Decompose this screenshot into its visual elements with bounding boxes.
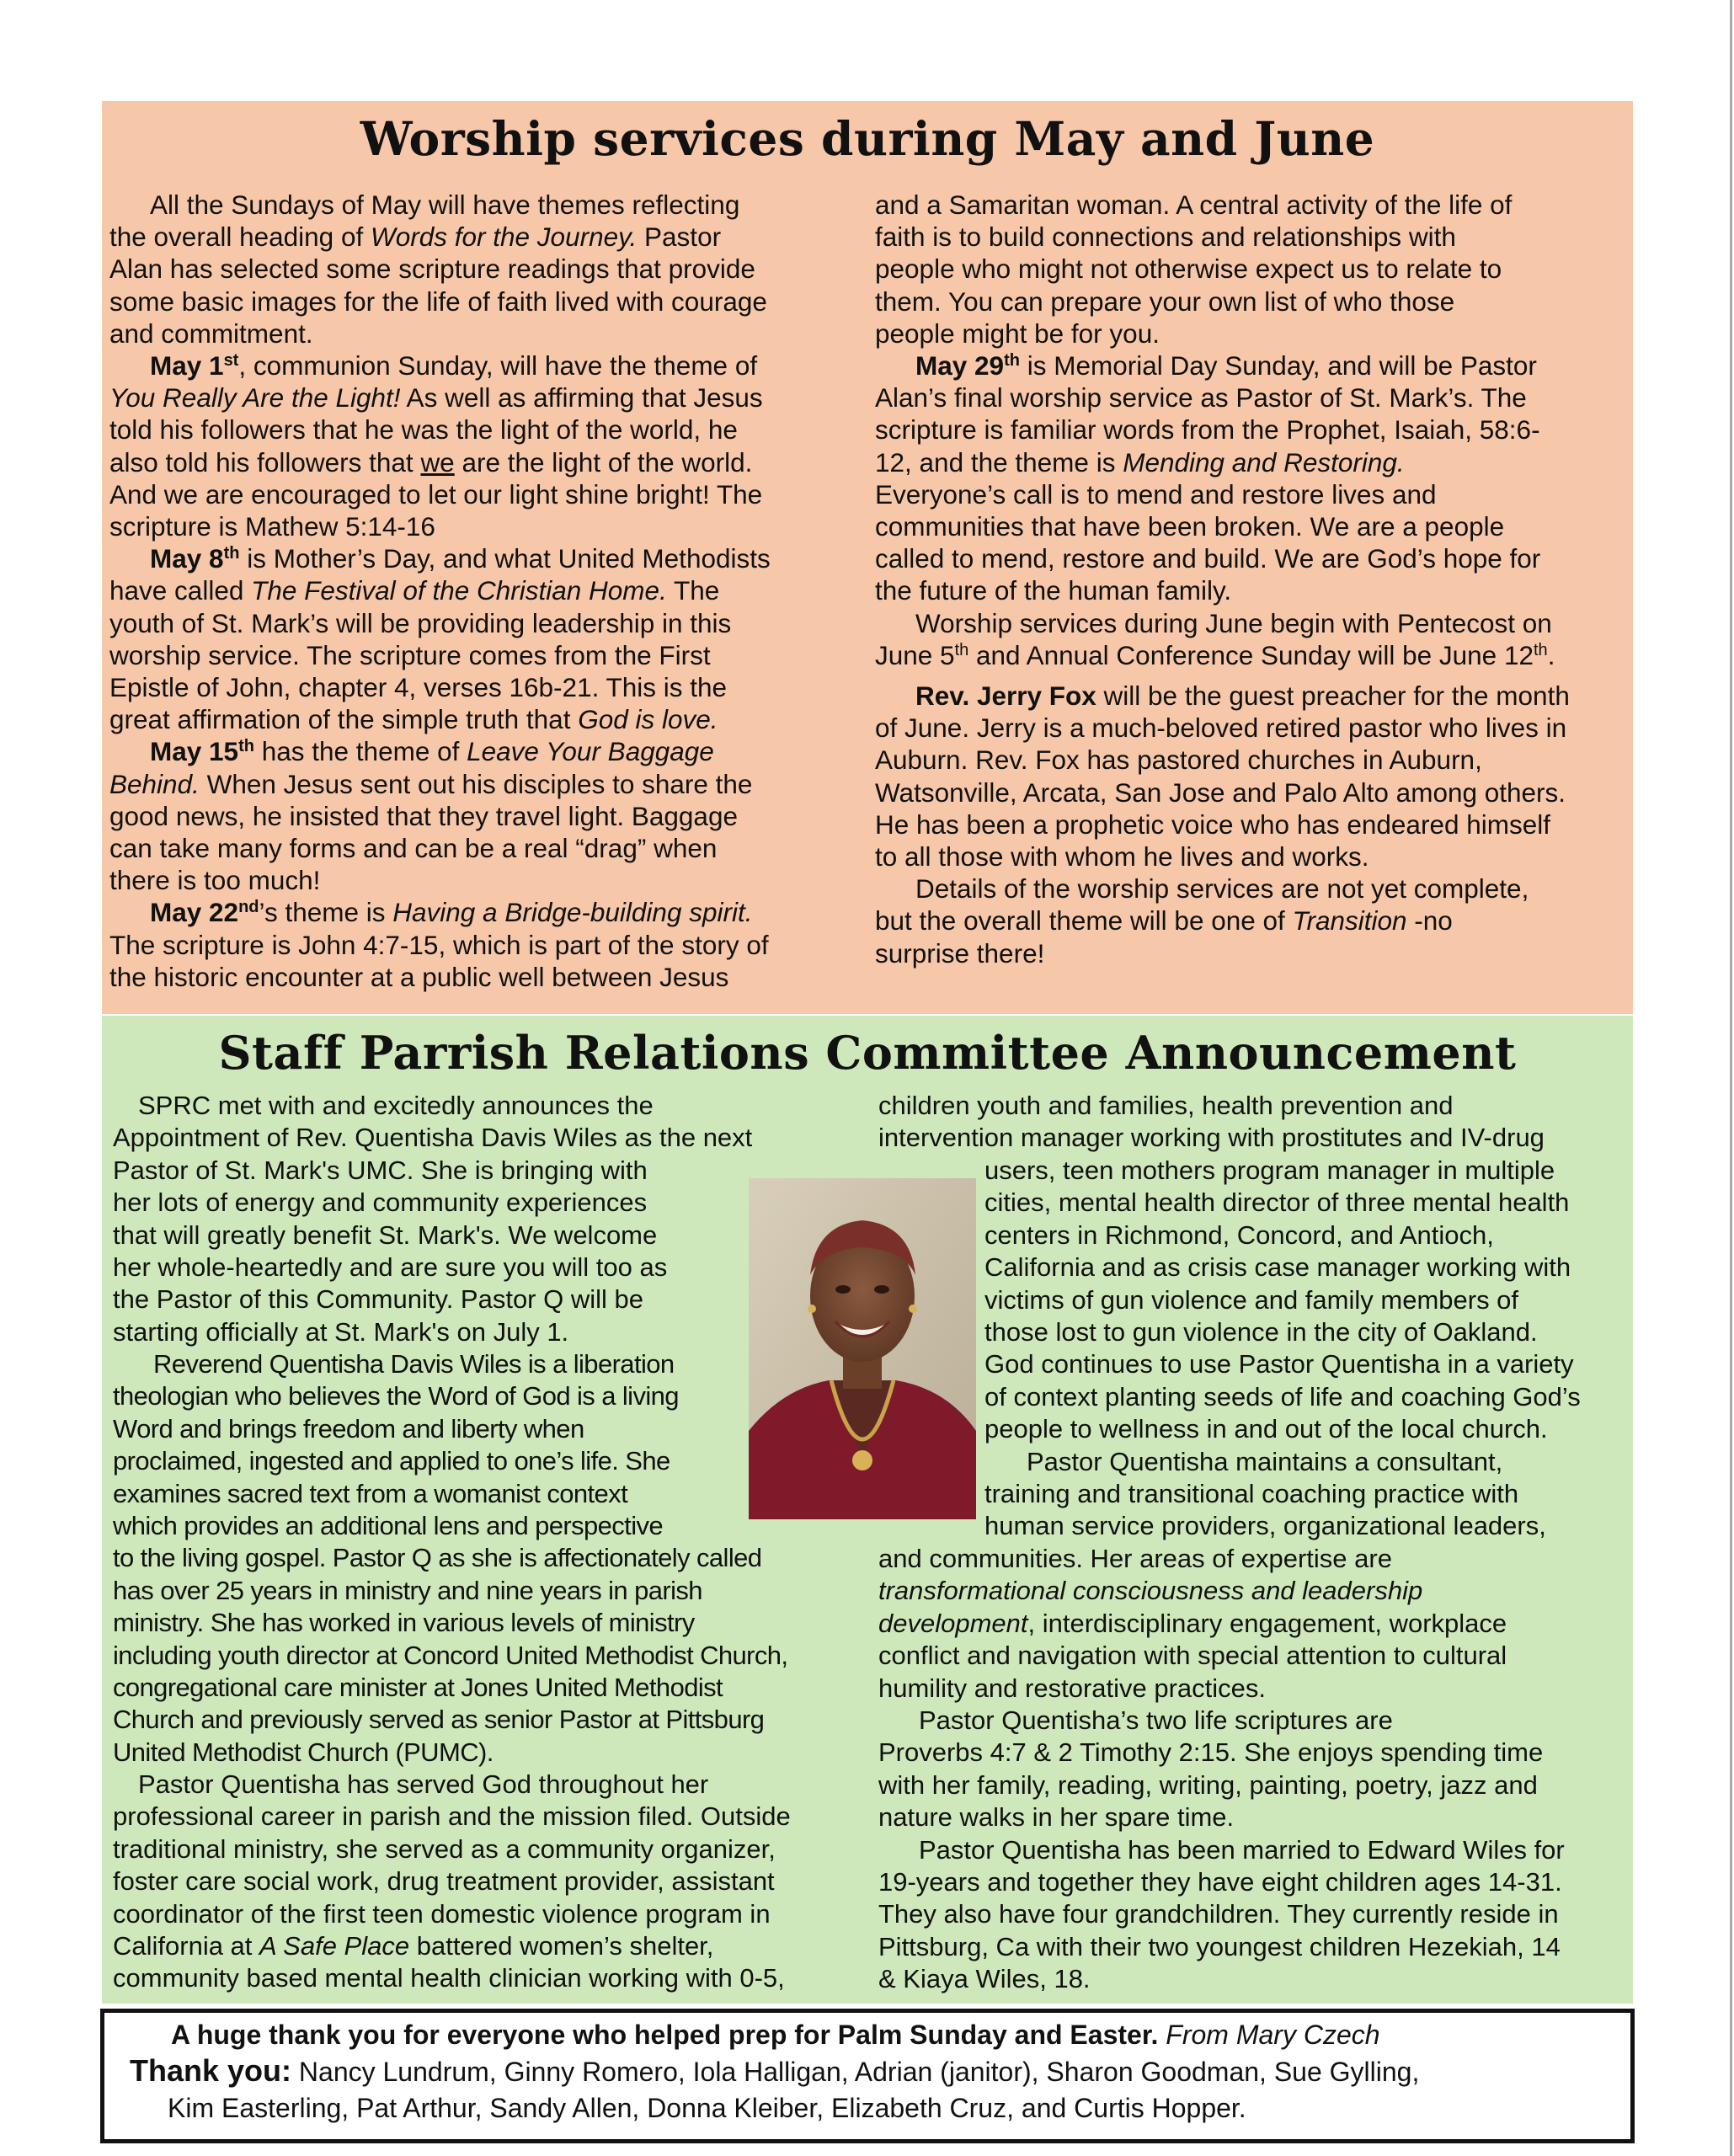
- paragraph-line: Auburn. Rev. Fox has pastored churches in Auburn,: [875, 744, 1482, 776]
- paragraph-line: ministry. She has worked in various levels of ministry: [113, 1608, 695, 1638]
- paragraph-line: community based mental health clinician working with 0-5,: [113, 1963, 785, 1993]
- worship-section: [102, 101, 1633, 1014]
- paragraph-line: theologian who believes the Word of God is a living: [113, 1381, 679, 1412]
- paragraph-line: Pastor of St. Mark's UMC. She is bringing with: [113, 1155, 648, 1185]
- worship-left-column: [109, 189, 771, 993]
- paragraph-line: Pastor Quentisha maintains a consultant,: [1027, 1446, 1503, 1476]
- paragraph-line: also told his followers that we are the light of the world.: [109, 446, 753, 478]
- paragraph-line: great affirmation of the simple truth that God is love.: [109, 704, 718, 735]
- paragraph-line: traditional ministry, she served as a community organizer,: [113, 1833, 776, 1864]
- paragraph-line: Appointment of Rev. Quentisha Davis Wiles as the next: [113, 1123, 753, 1153]
- paragraph-line: told his followers that he was the light of the world, he: [109, 414, 738, 446]
- paragraph-line: called to mend, restore and build. We are God’s hope for: [875, 543, 1541, 574]
- pastor-portrait-photo: [749, 1178, 976, 1519]
- paragraph-line: proclaimed, ingested and applied to one’s life. She: [113, 1446, 670, 1476]
- paragraph-line: All the Sundays of May will have themes reflecting: [150, 189, 740, 220]
- paragraph-line: You Really Are the Light! As well as affirming that Jesus: [109, 382, 763, 414]
- paragraph-line: Alan has selected some scripture readings that provide: [109, 253, 755, 285]
- paragraph-line: nature walks in her spare time.: [878, 1802, 1235, 1833]
- paragraph-line: people who might not otherwise expect us to relate to: [875, 253, 1502, 285]
- thanks-from: From Mary Czech: [1158, 2020, 1380, 2050]
- paragraph-line: victims of gun violence and family members of: [984, 1284, 1519, 1315]
- paragraph-line: foster care social work, drug treatment provider, assistant: [113, 1866, 775, 1897]
- paragraph-line: coordinator of the first teen domestic violence program in: [113, 1898, 771, 1929]
- paragraph-line: training and transitional coaching practice with: [984, 1479, 1519, 1509]
- paragraph-line: have called The Festival of the Christian Home. The: [109, 575, 720, 606]
- paragraph-line: people to wellness in and out of the local church.: [984, 1414, 1548, 1444]
- may1-line: May 1st, communion Sunday, will have the theme of: [150, 350, 758, 382]
- paragraph-line: can take many forms and can be a real “drag” when: [109, 833, 718, 864]
- paragraph-line: those lost to gun violence in the city of Oakland.: [984, 1317, 1538, 1348]
- thanks-label: Thank you:: [130, 2053, 292, 2088]
- paragraph-line: intervention manager working with prostitutes and IV-drug: [878, 1123, 1545, 1153]
- paragraph-line: Pittsburg, Ca with their two youngest children Hezekiah, 14: [878, 1931, 1561, 1961]
- june-dates-line: June 5th and Annual Conference Sunday will be June 12th.: [875, 639, 1555, 670]
- paragraph-line: of June. Jerry is a much-beloved retired pastor who lives in: [875, 712, 1567, 744]
- paragraph-line: there is too much!: [109, 865, 321, 896]
- paragraph-line: the Pastor of this Community. Pastor Q will be: [113, 1284, 643, 1315]
- paragraph-line: Epistle of John, chapter 4, verses 16b-21. This is the: [109, 672, 728, 703]
- paragraph-line: faith is to build connections and relationships with: [875, 221, 1456, 253]
- paragraph-line: conflict and navigation with special attention to cultural: [878, 1641, 1507, 1671]
- paragraph-line: Everyone’s call is to mend and restore lives and: [875, 478, 1437, 510]
- paragraph-line: The scripture is John 4:7-15, which is part of the story of: [109, 929, 769, 960]
- page-edge-rule: [1730, 0, 1732, 2156]
- paragraph-line: development, interdisciplinary engagement, workplace: [878, 1608, 1507, 1638]
- sprc-left-column-bottom: [113, 1769, 791, 1995]
- paragraph-line: and commitment.: [109, 318, 313, 349]
- may22-line: May 22nd’s theme is Having a Bridge-building spirit.: [150, 897, 753, 928]
- paragraph-line: scripture is Mathew 5:14-16: [109, 511, 435, 542]
- paragraph-line: Word and brings freedom and liberty when: [113, 1413, 584, 1444]
- paragraph-line: Alan’s final worship service as Pastor of St. Mark’s. The: [875, 382, 1527, 414]
- paragraph-line: He has been a prophetic voice who has endeared himself: [875, 808, 1551, 840]
- paragraph-line: professional career in parish and the mission filed. Outside: [113, 1801, 791, 1832]
- sprc-left-column-bio: [113, 1348, 787, 1769]
- paragraph-line: SPRC met with and excitedly announces the: [138, 1091, 654, 1120]
- paragraph-line: 12, and the theme is Mending and Restoring.: [875, 446, 1405, 478]
- paragraph-line: including youth director at Concord United Methodist Church,: [113, 1640, 788, 1670]
- paragraph-line: the future of the human family.: [875, 575, 1232, 606]
- paragraph-line: God continues to use Pastor Quentisha in a variety: [984, 1349, 1574, 1380]
- paragraph-line: youth of St. Mark’s will be providing leadership in this: [109, 607, 732, 638]
- paragraph-line: human service providers, organizational leaders,: [984, 1511, 1546, 1541]
- paragraph-line: to the living gospel. Pastor Q as she is affectionately called: [113, 1543, 762, 1573]
- paragraph-line: California at A Safe Place battered women’s shelter,: [113, 1931, 714, 1961]
- paragraph-line: congregational care minister at Jones United Methodist: [113, 1673, 723, 1703]
- paragraph-line: and a Samaritan woman. A central activity of the life of: [875, 189, 1513, 220]
- paragraph-line: communities that have been broken. We are a people: [875, 511, 1505, 542]
- may15-line: May 15th has the theme of Leave Your Baggage: [150, 736, 714, 767]
- worship-title: Worship services during May and June: [360, 111, 1375, 166]
- paragraph-line: with her family, reading, writing, painting, poetry, jazz and: [878, 1769, 1538, 1800]
- sprc-right-column-bottom: [878, 1543, 1565, 1996]
- thanks-headline: A huge thank you for everyone who helped prep for Palm Sunday and Easter.: [171, 2020, 1159, 2050]
- paragraph-line: Proverbs 4:7 & 2 Timothy 2:15. She enjoys spending time: [878, 1737, 1544, 1768]
- paragraph-line: which provides an additional lens and perspective: [113, 1511, 664, 1541]
- paragraph-line: Church and previously served as senior Pastor at Pittsburg: [113, 1705, 765, 1735]
- paragraph-line: them. You can prepare your own list of who those: [875, 286, 1455, 317]
- paragraph-line: United Methodist Church (PUMC).: [113, 1737, 494, 1767]
- paragraph-line: but the overall theme will be one of Transition -no: [875, 905, 1453, 937]
- sprc-right-column-wrap: [984, 1155, 1581, 1543]
- paragraph-line: starting officially at St. Mark's on July 1.: [113, 1316, 569, 1347]
- worship-right-column: [875, 189, 1570, 969]
- may29-line: May 29th is Memorial Day Sunday, and will be Pastor: [915, 350, 1537, 382]
- paragraph-line: her whole-heartedly and are sure you will too as: [113, 1252, 668, 1283]
- paragraph-line: the historic encounter at a public well between Jesus: [109, 961, 729, 992]
- thank-you-box: [100, 2009, 1635, 2143]
- paragraph-line: 19-years and together they have eight children ages 14-31.: [878, 1867, 1562, 1897]
- paragraph-line: to all those with whom he lives and works.: [875, 841, 1369, 873]
- paragraph-line: Reverend Quentisha Davis Wiles is a liberation: [153, 1349, 675, 1379]
- paragraph-line: has over 25 years in ministry and nine years in parish: [113, 1575, 702, 1605]
- sprc-right-column-top: [878, 1090, 1545, 1155]
- thanks-names-line-2: Kim Easterling, Pat Arthur, Sandy Allen, Donna Kleiber, Elizabeth Cruz, and Curtis Hopper.: [168, 2093, 1246, 2123]
- paragraph-line: the overall heading of Words for the Journey. Pastor: [109, 221, 722, 253]
- paragraph-line: scripture is familiar words from the Prophet, Isaiah, 58:6-: [875, 414, 1540, 446]
- paragraph-line: They also have four grandchildren. They currently reside in: [878, 1899, 1559, 1929]
- paragraph-line: good news, he insisted that they travel light. Baggage: [109, 800, 738, 831]
- paragraph-line: worship service. The scripture comes from the First: [109, 639, 711, 670]
- sprc-left-column-top: [113, 1090, 752, 1348]
- paragraph-line: transformational consciousness and leadership: [878, 1576, 1423, 1606]
- portrait-illustration: [749, 1178, 976, 1519]
- thanks-names-line-1: Thank you: Nancy Lundrum, Ginny Romero, Iola Halligan, Adrian (janitor), Sharon Goodman, Sue Gylling,: [130, 2053, 1420, 2088]
- paragraph-line: Behind. When Jesus sent out his disciples to share the: [109, 768, 753, 799]
- paragraph-line: some basic images for the life of faith lived with courage: [109, 286, 767, 317]
- paragraph-line: Details of the worship services are not yet complete,: [915, 873, 1529, 905]
- paragraph-line: centers in Richmond, Concord, and Antioch,: [984, 1219, 1494, 1250]
- paragraph-line: surprise there!: [875, 937, 1045, 969]
- may8-line: May 8th is Mother’s Day, and what United Methodists: [150, 543, 771, 574]
- sprc-title: Staff Parrish Relations Committee Announcement: [218, 1026, 1517, 1080]
- paragraph-line: Pastor Quentisha has served God throughout her: [138, 1769, 709, 1799]
- paragraph-line: & Kiaya Wiles, 18.: [878, 1964, 1091, 1994]
- paragraph-line: her lots of energy and community experiences: [113, 1187, 648, 1218]
- paragraph-line: California and as crisis case manager working with: [984, 1252, 1571, 1283]
- paragraph-line: that will greatly benefit St. Mark's. We welcome: [113, 1219, 658, 1250]
- guest-preacher-line: Rev. Jerry Fox will be the guest preacher for the month: [915, 680, 1570, 712]
- paragraph-line: users, teen mothers program manager in multiple: [984, 1155, 1555, 1185]
- paragraph-line: Pastor Quentisha’s two life scriptures are: [919, 1705, 1393, 1736]
- paragraph-line: cities, mental health director of three mental health: [984, 1187, 1570, 1218]
- paragraph-line: examines sacred text from a womanist context: [113, 1478, 628, 1508]
- paragraph-line: people might be for you.: [875, 318, 1160, 349]
- paragraph-line: humility and restorative practices.: [878, 1673, 1267, 1703]
- paragraph-line: children youth and families, health prevention and: [878, 1091, 1454, 1120]
- paragraph-line: Pastor Quentisha has been married to Edward Wiles for: [919, 1834, 1565, 1865]
- thanks-headline-line: [171, 2020, 1380, 2051]
- paragraph-line: and communities. Her areas of expertise are: [878, 1544, 1392, 1573]
- paragraph-line: And we are encouraged to let our light shine bright! The: [109, 478, 763, 510]
- paragraph-line: Watsonville, Arcata, San Jose and Palo Alto among others.: [875, 776, 1566, 808]
- paragraph-line: of context planting seeds of life and coaching God’s: [984, 1381, 1581, 1412]
- paragraph-line: Worship services during June begin with Pentecost on: [915, 607, 1552, 638]
